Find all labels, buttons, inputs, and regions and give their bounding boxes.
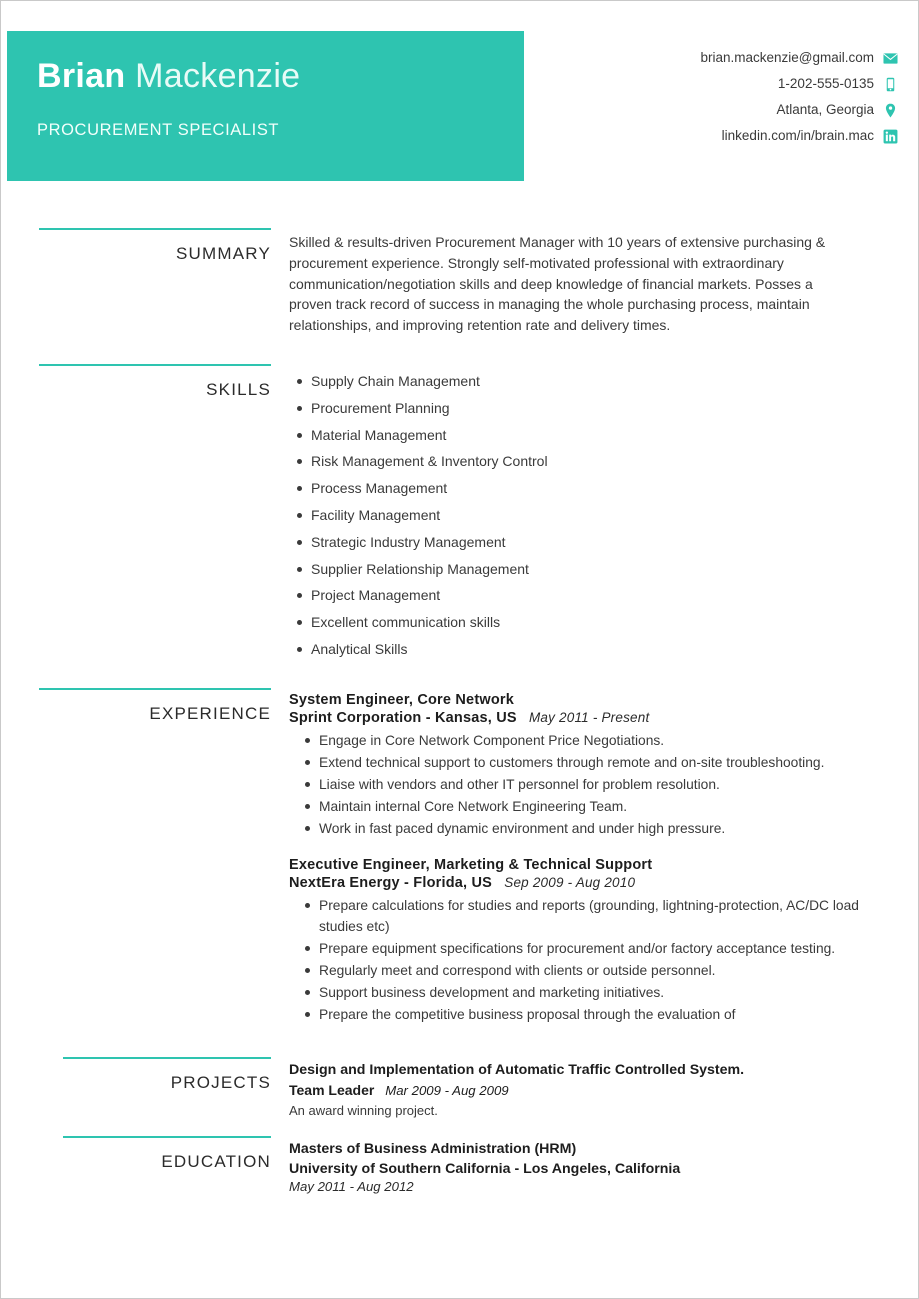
project-note: An award winning project. <box>289 1103 438 1119</box>
skills-list <box>289 368 892 663</box>
education-label-col <box>63 1136 289 1172</box>
list-item: Process Management <box>311 475 892 502</box>
envelope-icon <box>883 51 898 66</box>
section-rule <box>39 228 271 230</box>
section-experience <box>1 688 918 1043</box>
list-item: Risk Management & Inventory Control <box>311 448 892 475</box>
resume-header <box>1 1 918 176</box>
name-block <box>7 31 524 181</box>
contact-location-text: Atlanta, Georgia <box>776 102 874 117</box>
list-item: Project Management <box>311 582 892 609</box>
summary-content <box>289 228 892 336</box>
job-meta <box>289 875 892 891</box>
contact-location <box>478 97 898 123</box>
contact-linkedin-text: linkedin.com/in/brain.mac <box>721 128 874 143</box>
list-item: Engage in Core Network Component Price Negotiations. <box>319 730 879 751</box>
contact-phone[interactable] <box>478 71 898 97</box>
section-rule <box>39 364 271 366</box>
contact-email[interactable] <box>478 45 898 71</box>
contact-linkedin[interactable] <box>478 123 898 149</box>
contact-list <box>478 45 898 149</box>
map-pin-icon <box>883 103 898 118</box>
education-content <box>289 1136 892 1194</box>
list-item: Supplier Relationship Management <box>311 556 892 583</box>
list-item: Material Management <box>311 422 892 449</box>
experience-label-col <box>39 688 289 724</box>
section-label-summary: SUMMARY <box>176 244 271 263</box>
section-rule <box>39 688 271 690</box>
section-projects <box>1 1057 918 1119</box>
summary-text: Skilled & results-driven Procurement Manager with 10 years of extensive purchasing & procurement experience. Strongly self-motivated professional with extraordinary communication/negotiation skills and deep knowledge of financial markets. Posses a proven track record of success in managing the whole purchasing process, maintain relationships, and improving retention rate and delivery times. <box>289 234 826 334</box>
list-item: Excellent communication skills <box>311 609 892 636</box>
list-item: Maintain internal Core Network Engineering Team. <box>319 796 879 817</box>
section-label-skills: SKILLS <box>206 379 271 399</box>
job-bullet-list <box>289 730 892 839</box>
section-skills <box>1 364 918 663</box>
summary-label-col <box>39 228 289 264</box>
contact-phone-text: 1-202-555-0135 <box>777 76 874 91</box>
job-role: System Engineer, Core Network <box>289 691 514 708</box>
job-dates: May 2011 - Present <box>528 709 650 725</box>
skills-content <box>289 364 892 663</box>
project-role-text: Team Leader <box>289 1082 375 1099</box>
project-role <box>289 1082 892 1098</box>
list-item: Work in fast paced dynamic environment and under high pressure. <box>319 818 879 839</box>
skills-label-col <box>39 364 289 400</box>
project-dates: Mar 2009 - Aug 2009 <box>385 1083 509 1099</box>
job-title: PROCUREMENT SPECIALIST <box>37 120 280 139</box>
section-education <box>1 1136 918 1194</box>
project-title: Design and Implementation of Automatic Traffic Controlled System. <box>289 1061 745 1078</box>
list-item: Prepare the competitive business proposal through the evaluation of <box>319 1004 879 1025</box>
education-degree: Masters of Business Administration (HRM) <box>289 1141 577 1158</box>
list-item: Facility Management <box>311 502 892 529</box>
last-name: Mackenzie <box>135 57 301 95</box>
experience-entry <box>289 857 892 1025</box>
list-item: Procurement Planning <box>311 395 892 422</box>
experience-content <box>289 688 892 1043</box>
list-item: Extend technical support to customers through remote and on-site troubleshooting. <box>319 752 879 773</box>
full-name <box>37 59 524 95</box>
section-label-education: EDUCATION <box>161 1152 271 1172</box>
mobile-phone-icon <box>883 77 898 92</box>
job-company: Sprint Corporation - Kansas, US <box>289 709 517 726</box>
job-bullet-list <box>289 895 892 1025</box>
contact-email-text: brian.mackenzie@gmail.com <box>700 50 874 65</box>
list-item: Prepare equipment specifications for procurement and/or factory acceptance testing. <box>319 938 879 959</box>
education-dates: May 2011 - Aug 2012 <box>289 1178 414 1194</box>
list-item: Strategic Industry Management <box>311 529 892 556</box>
list-item: Liaise with vendors and other IT personnel for problem resolution. <box>319 774 879 795</box>
section-label-experience: EXPERIENCE <box>149 703 271 723</box>
list-item: Supply Chain Management <box>311 368 892 395</box>
projects-label-col <box>63 1057 289 1093</box>
experience-entry <box>289 692 892 839</box>
job-role: Executive Engineer, Marketing & Technical Support <box>289 856 653 873</box>
linkedin-icon <box>883 129 898 144</box>
list-item: Analytical Skills <box>311 636 892 663</box>
section-label-projects: PROJECTS <box>170 1072 271 1092</box>
list-item: Support business development and marketing initiatives. <box>319 982 879 1003</box>
education-school: University of Southern California - Los Angeles, California <box>289 1160 681 1177</box>
list-item: Prepare calculations for studies and reports (grounding, lightning-protection, AC/DC load studies etc) <box>319 895 879 937</box>
projects-content <box>289 1057 892 1119</box>
first-name: Brian <box>37 57 126 95</box>
section-rule <box>63 1057 271 1059</box>
section-rule <box>63 1136 271 1138</box>
job-dates: Sep 2009 - Aug 2010 <box>504 874 636 890</box>
list-item: Regularly meet and correspond with clients or outside personnel. <box>319 960 879 981</box>
job-company: NextEra Energy - Florida, US <box>289 874 493 891</box>
section-summary <box>1 228 918 336</box>
job-meta <box>289 710 892 726</box>
